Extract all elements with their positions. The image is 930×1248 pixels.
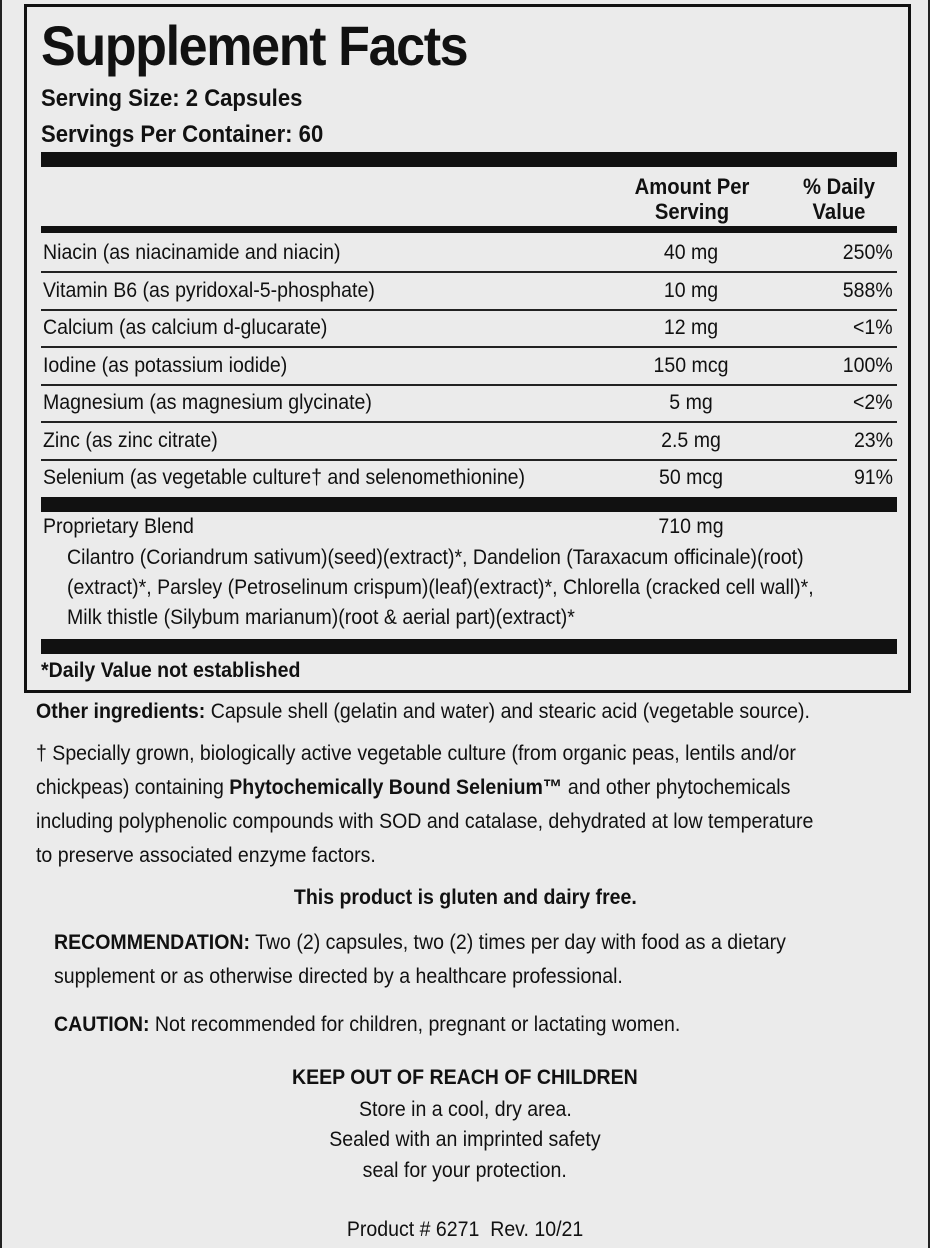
nutrient-daily-value: 588% (843, 278, 893, 302)
other-ingredients-text: Capsule shell (gelatin and water) and stearic acid (vegetable source). (205, 700, 810, 723)
seal-text2: seal for your protection. (362, 1159, 568, 1182)
dv-header-line1: % Daily (802, 174, 875, 199)
panel-title: Supplement Facts (41, 14, 468, 77)
culture-note-line4: to preserve associated enzyme factors. (36, 844, 376, 867)
storage-text: Store in a cool, dry area. (358, 1098, 572, 1121)
nutrient-row (41, 385, 897, 423)
servings-per-container: Servings Per Container: 60 (41, 121, 324, 148)
nutrient-row (41, 423, 897, 461)
blend-amount: 710 mg (658, 515, 724, 538)
culture-note (36, 737, 813, 873)
header-divider (41, 226, 897, 233)
culture-note-line2-pre: chickpeas) containing (36, 776, 230, 799)
thick-divider-3 (41, 639, 897, 654)
culture-note-line3: including polyphenolic compounds with SOD and catalase, dehydrated at low temperature (36, 810, 814, 833)
culture-note-line2 (36, 771, 813, 805)
nutrient-row (41, 273, 897, 311)
gluten-free-statement (0, 882, 930, 914)
selenium-trademark: Phytochemically Bound Selenium™ (229, 776, 563, 799)
blend-desc-line1: Cilantro (Coriandrum sativum)(seed)(extract)*, Dandelion (Taraxacum officinale)(root) (67, 546, 804, 569)
nutrient-amount: 150 mcg (653, 353, 729, 377)
serving-size: Serving Size: 2 Capsules (41, 85, 303, 112)
nutrient-row (41, 460, 897, 498)
nutrient-name: Iodine (as potassium iodide) (43, 353, 288, 377)
caution-label: CAUTION: (54, 1013, 150, 1036)
seal-text1: Sealed with an imprinted safety (329, 1128, 601, 1151)
nutrient-row (41, 348, 897, 386)
caution (54, 1008, 680, 1042)
nutrient-daily-value: 91% (853, 466, 893, 489)
nutrient-amount: 5 mg (669, 391, 713, 414)
daily-value-header (793, 174, 885, 224)
thick-divider (41, 152, 897, 167)
product-text: Product # 6271 Rev. 10/21 (346, 1218, 584, 1241)
seal-note-line1 (0, 1124, 930, 1156)
nutrient-amount: 2.5 mg (661, 428, 721, 452)
recommendation-line1 (54, 926, 786, 960)
keep-out-warning (0, 1062, 930, 1094)
nutrient-name: Magnesium (as magnesium glycinate) (43, 391, 372, 414)
nutrient-daily-value: 23% (853, 428, 893, 452)
recommendation-label: RECOMMENDATION: (54, 931, 251, 954)
nutrient-row (41, 235, 897, 273)
other-ingredients (36, 695, 810, 729)
nutrient-amount: 10 mg (663, 278, 719, 302)
nutrient-amount: 40 mg (663, 241, 719, 264)
nutrient-daily-value: 250% (843, 241, 893, 264)
recommendation (54, 926, 786, 994)
nutrient-name: Niacin (as niacinamide and niacin) (43, 241, 341, 264)
nutrient-name: Zinc (as zinc citrate) (43, 428, 218, 452)
nutrient-amount: 12 mg (663, 316, 719, 339)
gluten-free-text: This product is gluten and dairy free. (293, 886, 637, 909)
thick-divider-2 (41, 497, 897, 512)
supplement-facts-panel (24, 4, 911, 693)
nutrient-row (41, 310, 897, 348)
nutrient-amount: 50 mcg (658, 466, 724, 489)
culture-note-line2-post: and other phytochemicals (562, 776, 791, 799)
seal-note-line2 (0, 1155, 930, 1187)
culture-note-line1: † Specially grown, biologically active vegetable culture (from organic peas, lentils and/or (36, 742, 796, 765)
recommendation-text1: Two (2) capsules, two (2) times per day with food as a dietary (250, 931, 786, 954)
product-number (0, 1214, 930, 1246)
keep-out-text: KEEP OUT OF REACH OF CHILDREN (292, 1066, 638, 1089)
nutrient-name: Selenium (as vegetable culture† and selenomethionine) (43, 466, 526, 489)
blend-description (67, 543, 885, 633)
daily-value-note: *Daily Value not established (41, 659, 301, 682)
amount-header-line2: Serving (654, 199, 730, 224)
caution-text: Not recommended for children, pregnant or lactating women. (149, 1013, 681, 1036)
blend-name: Proprietary Blend (43, 515, 194, 538)
nutrient-name: Vitamin B6 (as pyridoxal-5-phosphate) (43, 278, 375, 302)
amount-header-line1: Amount Per (634, 174, 750, 199)
blend-desc-line2: (extract)*, Parsley (Petroselinum crispum)(leaf)(extract)*, Chlorella (cracked cell wall)*, (67, 576, 814, 599)
other-ingredients-label: Other ingredients: (36, 700, 206, 723)
recommendation-line2: supplement or as otherwise directed by a healthcare professional. (54, 965, 623, 988)
storage-note (0, 1094, 930, 1126)
blend-desc-line3: Milk thistle (Silybum marianum)(root & aerial part)(extract)* (67, 606, 575, 629)
dv-header-line2: Value (812, 199, 866, 224)
nutrient-daily-value: <1% (853, 316, 893, 339)
nutrient-daily-value: 100% (843, 353, 893, 377)
amount-header (623, 174, 761, 224)
nutrient-daily-value: <2% (853, 391, 893, 414)
nutrient-name: Calcium (as calcium d-glucarate) (43, 316, 328, 339)
